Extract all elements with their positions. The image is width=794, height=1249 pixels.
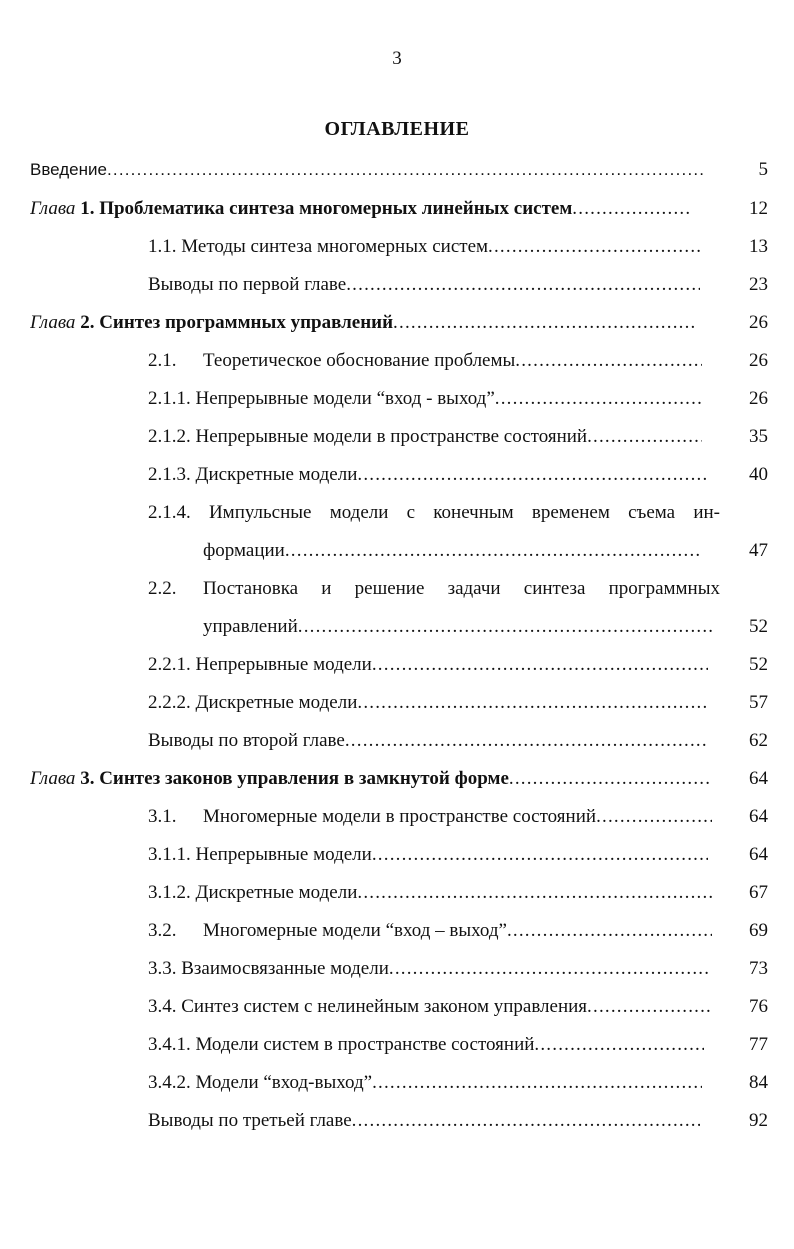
toc-entry-2-1-2[interactable]: [0, 424, 794, 450]
entry-number: 2.2.: [148, 578, 177, 599]
entry-text: 3.3. Взаимосвязанные модели: [148, 958, 389, 979]
entry-page: 67: [749, 882, 768, 903]
entry-text-line-1: 2.1.4. Импульсные модели с конечным временем съема ин-: [148, 502, 720, 523]
toc-entry-2-2-2[interactable]: [0, 690, 794, 716]
entry-text: 2.1.2. Непрерывные модели в пространстве состояний: [148, 426, 588, 447]
entry-page: 57: [749, 692, 768, 713]
entry-page: 23: [749, 274, 768, 295]
entry-text: Выводы по второй главе: [148, 730, 345, 751]
entry-page: 40: [749, 464, 768, 485]
toc-entry-2-1[interactable]: [0, 348, 794, 374]
toc-entry-1-1[interactable]: [0, 234, 794, 260]
entry-page: 52: [749, 654, 768, 675]
toc-entry-2-2-1[interactable]: [0, 652, 794, 678]
entry-page: 64: [749, 806, 768, 827]
entry-page: 76: [749, 996, 768, 1017]
toc-entry-3-3[interactable]: [0, 956, 794, 982]
entry-page: 5: [758, 159, 768, 180]
entry-page: 12: [749, 198, 768, 219]
toc-entry-2-1-4[interactable]: [0, 500, 794, 526]
toc-entry-chapter-1[interactable]: [0, 196, 794, 222]
toc-entry-3-4[interactable]: [0, 994, 794, 1020]
entry-page: 47: [749, 540, 768, 561]
page-number: 3: [392, 48, 402, 69]
entry-text: Многомерные модели “вход – выход”: [203, 920, 507, 941]
chapter-prefix: Глава: [30, 312, 76, 333]
entry-page: 69: [749, 920, 768, 941]
entry-page: 13: [749, 236, 768, 257]
toc-entry-2-2[interactable]: [0, 576, 794, 602]
entry-text: 2.1.1. Непрерывные модели “вход - выход”: [148, 388, 495, 409]
entry-text: 1. Проблематика синтеза многомерных линейных систем: [75, 198, 573, 219]
toc-entry-intro[interactable]: [0, 157, 794, 183]
entry-text-line-1: [148, 576, 720, 602]
entry-text: 3.1.2. Дискретные модели: [148, 882, 358, 903]
entry-page: 26: [749, 312, 768, 333]
toc-entry-chapter-3[interactable]: [0, 766, 794, 792]
toc-title: ОГЛАВЛЕНИЕ: [324, 118, 470, 140]
entry-page: 26: [749, 388, 768, 409]
toc-entry-conclusions-2[interactable]: [0, 728, 794, 754]
entry-text: Теоретическое обоснование проблемы: [203, 350, 516, 371]
entry-text: 3.4. Синтез систем с нелинейным законом управления: [148, 996, 588, 1017]
entry-text: Многомерные модели в пространстве состояний: [203, 806, 597, 827]
entry-page: 35: [749, 426, 768, 447]
entry-text: 2.1.3. Дискретные модели: [148, 464, 358, 485]
toc-entry-3-4-2[interactable]: [0, 1070, 794, 1096]
entry-text: Выводы по третьей главе: [148, 1110, 352, 1131]
toc-entry-2-1-1[interactable]: [0, 386, 794, 412]
toc-entry-3-4-1[interactable]: [0, 1032, 794, 1058]
entry-page: 64: [749, 768, 768, 789]
entry-page: 62: [749, 730, 768, 751]
entry-text: Выводы по первой главе: [148, 274, 347, 295]
entry-text: 3.4.2. Модели “вход-выход”: [148, 1072, 373, 1093]
toc-entry-conclusions-1[interactable]: [0, 272, 794, 298]
entry-page: 73: [749, 958, 768, 979]
entry-text: 3. Синтез законов управления в замкнутой форме: [75, 768, 509, 789]
toc-entry-2-1-3[interactable]: [0, 462, 794, 488]
entry-page: 52: [749, 616, 768, 637]
toc-entry-chapter-2[interactable]: [0, 310, 794, 336]
toc-entry-conclusions-3[interactable]: [0, 1108, 794, 1134]
entry-text-line-2: формации: [203, 540, 285, 561]
entry-text: 3.4.1. Модели систем в пространстве состояний: [148, 1034, 535, 1055]
entry-page: 84: [749, 1072, 768, 1093]
entry-number: 3.1.: [148, 806, 177, 827]
chapter-prefix: Глава: [30, 768, 76, 789]
entry-page: 77: [749, 1034, 768, 1055]
entry-page: 64: [749, 844, 768, 865]
entry-text-line-2: управлений: [203, 616, 298, 637]
entry-number: 2.1.: [148, 350, 177, 371]
entry-text: Методы синтеза многомерных систем: [176, 236, 489, 257]
entry-number: 3.2.: [148, 920, 177, 941]
toc-entry-3-1-1[interactable]: [0, 842, 794, 868]
toc-entry-3-1-2[interactable]: [0, 880, 794, 906]
entry-text: 3.1.1. Непрерывные модели: [148, 844, 372, 865]
toc-entry-2-2-cont[interactable]: [0, 614, 794, 640]
chapter-prefix: Глава: [30, 198, 76, 219]
toc-entry-2-1-4-cont[interactable]: [0, 538, 794, 564]
entry-page: 26: [749, 350, 768, 371]
entry-page: 92: [749, 1110, 768, 1131]
entry-number: 1.1.: [148, 236, 177, 257]
entry-text: 2. Синтез программных управлений: [75, 312, 394, 333]
toc-entry-3-2[interactable]: [0, 918, 794, 944]
entry-text: Постановка и решение задачи синтеза программных: [203, 578, 720, 599]
entry-text: 2.2.1. Непрерывные модели: [148, 654, 372, 675]
entry-text: Введение: [30, 160, 107, 179]
toc-entry-3-1[interactable]: [0, 804, 794, 830]
entry-text: 2.2.2. Дискретные модели: [148, 692, 358, 713]
